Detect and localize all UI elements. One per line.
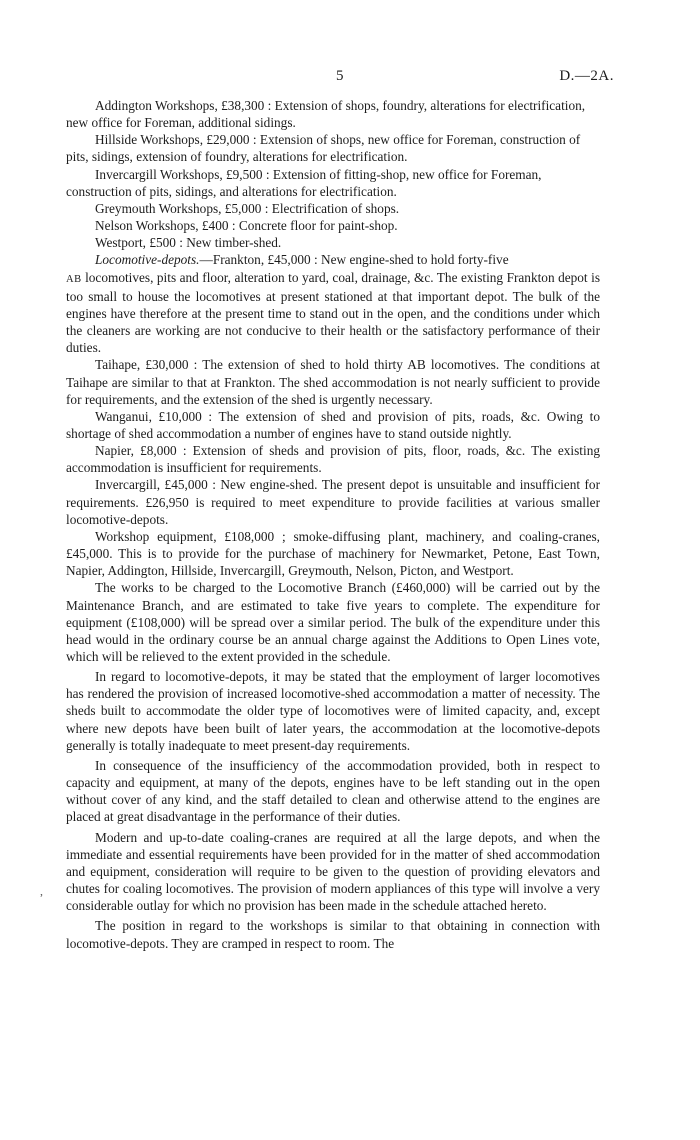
paragraph-hillside: Hillside Workshops, £29,000 : Extension of shops, new office for Foreman, construction of pits, sidings, extension of foundry, alterations for electrification. [66,132,581,165]
section-lead: Locomotive-depots. [95,252,200,268]
paragraph-taihape: Taihape, £30,000 : The extension of shed to hold thirty AB locomotives. The conditions at Taihape are similar to that at Frankton. The shed accommodation is not nearly sufficient to provide for requirements, and the extension of the shed is urgently necessary. [66,357,600,407]
page-number: 5 [336,68,344,84]
body-text [66,97,600,952]
paragraph-nelson: Nelson Workshops, £400 : Concrete floor for paint-shop. [95,218,398,234]
paragraph-napier: Napier, £8,000 : Extension of sheds and provision of pits, floor, roads, &c. The existing accommodation is insufficient for requirements. [66,443,600,476]
margin-mark: , [40,884,43,898]
frankton-text-1: —Frankton, £45,000 : New engine-shed to hold forty-five [199,252,509,268]
paragraph-works-charged: The works to be charged to the Locomotive Branch (£460,000) will be carried out by the Maintenance Branch, and are estimated to take five years to complete. The expenditure for equipment (£108,000) will be spread over a similar period. The bulk of the expenditure under this head would in the ordinary course be an annual charge against the Additions to Open Lines vote, which will be relieved to the extent provided in the schedule. [66,580,600,664]
paragraph-wanganui: Wanganui, £10,000 : The extension of shed and provision of pits, roads, &c. Owing to shortage of shed accommodation a number of engines have to stand outside nightly. [66,408,600,441]
paragraph-workshops-position: The position in regard to the workshops is similar to that obtaining in connection with locomotive-depots. They are cramped in respect to room. The [66,918,600,951]
paragraph-coaling-cranes: Modern and up-to-date coaling-cranes are required at all the large depots, and when the immediate and essential requirements have been provided for in the matter of shed accommodation and equipment, consideration will require to be given to the question of providing elevators and chutes for coaling locomotives. The provision of modern appliances of this type will involve a very considerable outlay for which no provision has been made in the schedule attached hereto. [66,829,600,914]
paragraph-invercargill-depot: Invercargill, £45,000 : New engine-shed. The present depot is unsuitable and insufficient for requirements. £26,950 is required to meet expenditure to provide facilities at various smaller locomotive-depots. [66,477,600,527]
paragraph-addington: Addington Workshops, £38,300 : Extension of shops, foundry, alterations for electrification, new office for Foreman, additional sidings. [66,98,586,131]
paragraph-westport: Westport, £500 : New timber-shed. [95,235,282,251]
paragraph-workshop-equipment: Workshop equipment, £108,000 ; smoke-diffusing plant, machinery, and coaling-cranes, £45,000. This is to provide for the purchase of machinery for Newmarket, Petone, East Town, Napier, Addington, Hillside, Invercargill, Greymouth, Nelson, Picton, and Westport. [66,528,600,579]
paragraph-insufficiency: In consequence of the insufficiency of the accommodation provided, both in respect to capacity and equipment, at many of the depots, engines have to be left standing out in the open without cover of any kind, and the staff detailed to clean and otherwise attend to the engines are placed at great disadvantage in the performance of their duties. [66,757,600,825]
paragraph-greymouth: Greymouth Workshops, £5,000 : Electrification of shops. [95,200,400,216]
class-code: AB [66,273,82,285]
document-reference: D.—2A. [559,68,614,84]
frankton-text-2: locomotives, pits and floor, alteration to yard, coal, drainage, &c. The existing Frankton depot is too small to house the locomotives at present stationed at that important depot. The bulk of the engines have therefore at the present time to stand out in the open, and the conditions under which the cleaners are working are not conducive to their health or the satisfactory performance of their duties. [66,269,600,356]
paragraph-locomotive-depots: In regard to locomotive-depots, it may be stated that the employment of larger locomotives has rendered the provision of increased locomotive-shed accommodation a matter of necessity. The sheds built to accommodate the older type of locomotives were of limited capacity, and, except where new depots have been built of later years, the accommodation at the locomotive-depots generally is totally inadequate to meet present-day requirements. [66,669,600,753]
paragraph-frankton [66,251,600,356]
paragraph-invercargill-workshops: Invercargill Workshops, £9,500 : Extension of fitting-shop, new office for Foreman, construction of pits, sidings, and alterations for electrification. [66,166,542,199]
